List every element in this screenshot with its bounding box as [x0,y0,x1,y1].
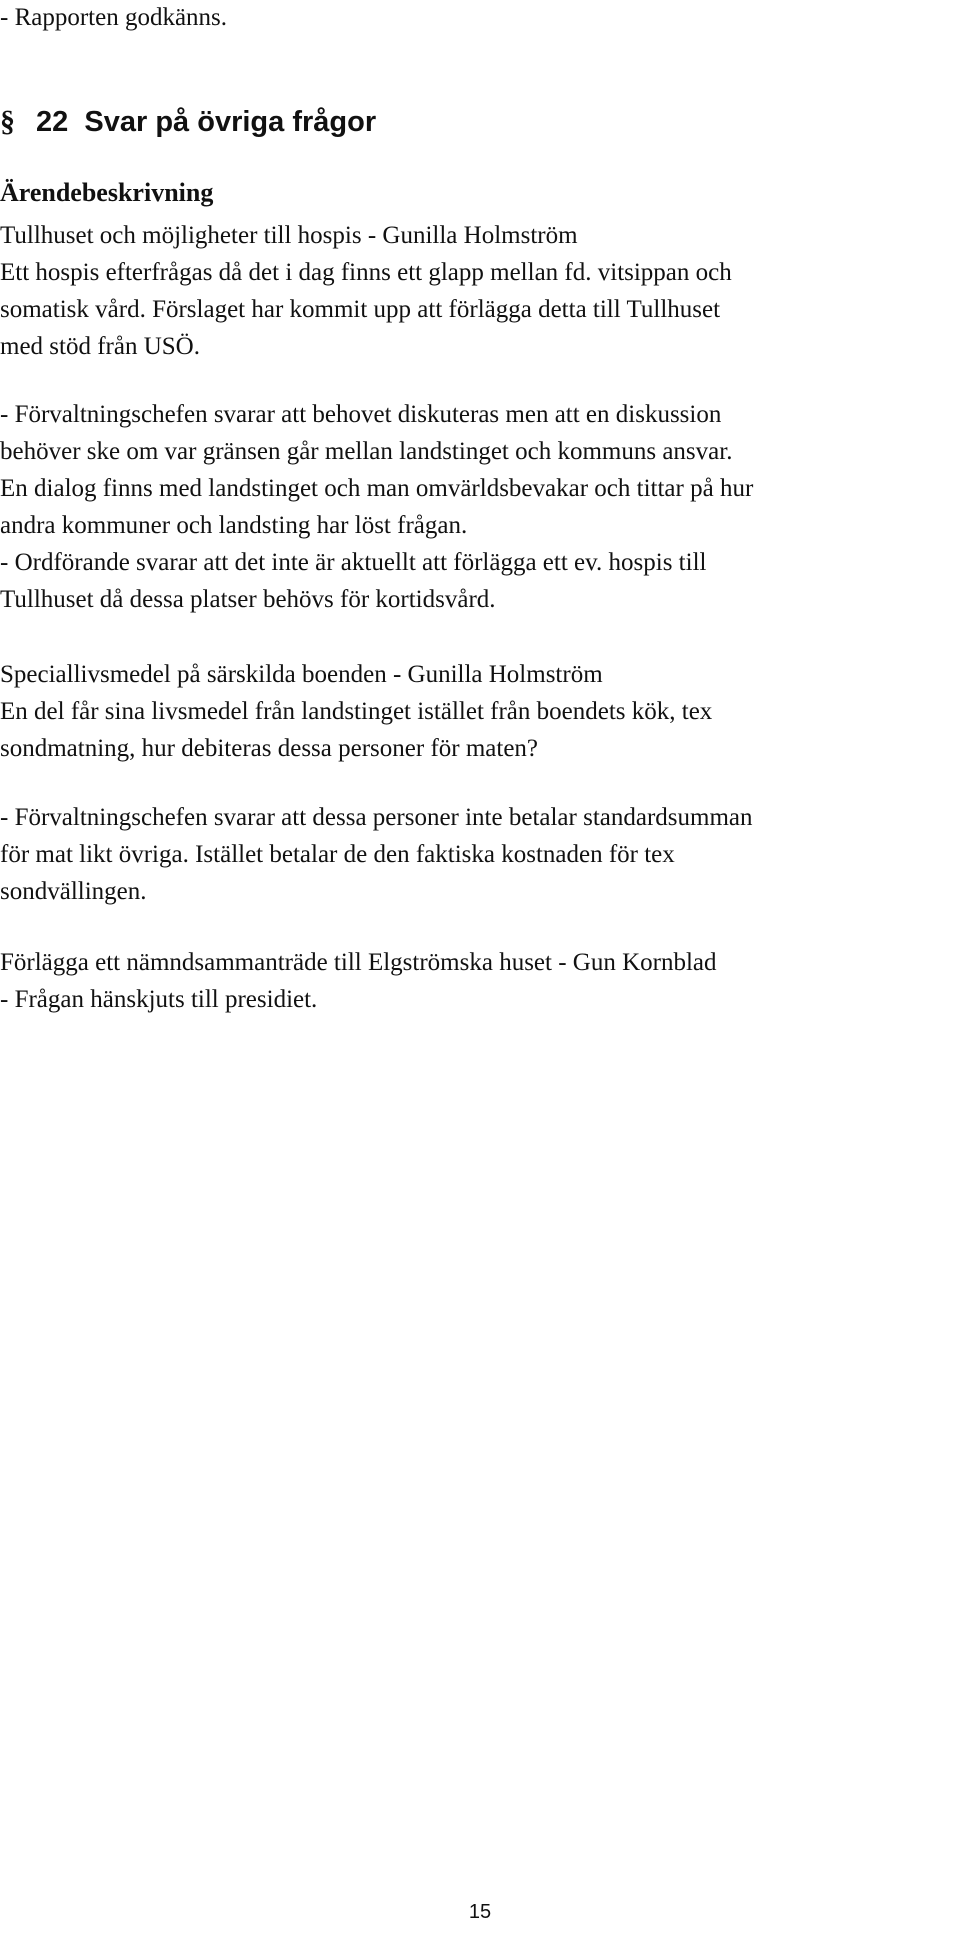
body-text-line: En del får sina livsmedel från landstinget istället från boendets kök, tex [0,698,713,725]
body-text-line: somatisk vård. Förslaget har kommit upp att förlägga detta till Tullhuset [0,296,721,323]
body-text-line: med stöd från USÖ. [0,333,200,360]
question-title: Speciallivsmedel på särskilda boenden - Gunilla Holmström [0,661,603,688]
body-text-line: sondmatning, hur debiteras dessa personer för maten? [0,735,539,762]
response-line: Tullhuset då dessa platser behövs för kortidsvård. [0,586,496,613]
response-line: behöver ske om var gränsen går mellan landstinget och kommuns ansvar. [0,438,733,465]
response-line: - Ordförande svarar att det inte är aktuellt att förlägga ett ev. hospis till [0,549,707,576]
response-line: sondvällingen. [0,878,147,905]
response-line: - Frågan hänskjuts till presidiet. [0,986,318,1013]
section-heading [0,100,376,144]
section-symbol: § [0,105,15,138]
section-number: 22 [36,106,69,138]
response-line: andra kommuner och landsting har löst frågan. [0,512,468,539]
section-title: Svar på övriga frågor [84,106,377,138]
response-line: - Förvaltningschefen svarar att dessa personer inte betalar standardsumman [0,804,753,831]
response-line: - Förvaltningschefen svarar att behovet diskuteras men att en diskussion [0,401,722,428]
previous-item-decision: - Rapporten godkänns. [0,4,228,31]
body-text-line: Ett hospis efterfrågas då det i dag finns ett glapp mellan fd. vitsippan och [0,259,732,286]
question-title: Tullhuset och möjligheter till hospis - Gunilla Holmström [0,222,578,249]
response-line: En dialog finns med landstinget och man omvärldsbevakar och tittar på hur [0,475,754,502]
subheading-arendebeskrivning: Ärendebeskrivning [0,178,214,207]
page-number: 15 [468,1901,492,1923]
question-title: Förlägga ett nämndsammanträde till Elgströmska huset - Gun Kornblad [0,949,717,976]
response-line: för mat likt övriga. Istället betalar de den faktiska kostnaden för tex [0,841,675,868]
